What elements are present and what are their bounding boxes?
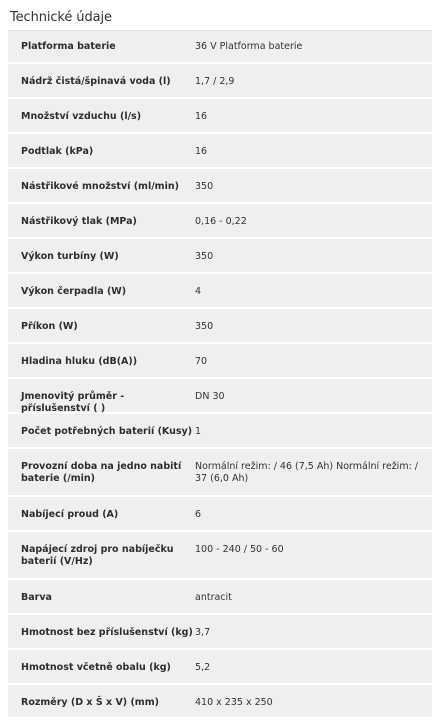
spec-value: 5,2 (195, 662, 211, 673)
spec-label: Rozměry (D x Š x V) (mm) (21, 697, 159, 708)
table-row (8, 309, 432, 344)
spec-label: Barva (21, 592, 52, 603)
spec-label: Nádrž čistá/špinavá voda (l) (21, 76, 171, 87)
spec-label: Hladina hluku (dB(A)) (21, 356, 138, 367)
spec-value: 1,7 / 2,9 (195, 76, 235, 87)
table-row (8, 99, 432, 134)
spec-value: 1 (195, 426, 202, 437)
spec-label: Napájecí zdroj pro nabíječku baterií (V/Hz) (21, 544, 174, 567)
spec-label: Hmotnost včetně obalu (kg) (21, 662, 171, 673)
table-row (8, 344, 432, 379)
table-row (8, 650, 432, 685)
spec-value: 36 V Platforma baterie (195, 41, 303, 52)
spec-label: Provozní doba na jedno nabití baterie (/min) (21, 461, 182, 484)
spec-label: Výkon turbíny (W) (21, 251, 119, 262)
spec-label: Množství vzduchu (l/s) (21, 111, 142, 122)
spec-value: 410 x 235 x 250 (195, 697, 273, 708)
spec-value: 16 (195, 111, 208, 122)
table-row (8, 497, 432, 532)
table-row (8, 615, 432, 650)
spec-value: 3,7 (195, 627, 211, 638)
spec-label: Nabíjecí proud (A) (21, 509, 119, 520)
spec-label: Platforma baterie (21, 41, 116, 52)
spec-value: 6 (195, 509, 202, 520)
spec-label: Příkon (W) (21, 321, 78, 332)
table-row (8, 239, 432, 274)
spec-label: Počet potřebných baterií (Kusy) (21, 426, 193, 437)
section-title: Technické údaje (10, 10, 112, 25)
specs-table (8, 30, 432, 719)
spec-value: 0,16 - 0,22 (195, 216, 247, 227)
table-row (8, 134, 432, 169)
table-row (8, 414, 432, 449)
spec-value: 350 (195, 321, 214, 332)
table-row (8, 379, 432, 414)
spec-value: 350 (195, 181, 214, 192)
table-row (8, 685, 432, 719)
spec-value: antracit (195, 592, 232, 603)
spec-value: 70 (195, 356, 208, 367)
table-row (8, 532, 432, 580)
spec-value: 100 - 240 / 50 - 60 (195, 544, 284, 555)
spec-value: Normální režim: / 46 (7,5 Ah) Normální režim: / 37 (6,0 Ah) (195, 461, 418, 484)
spec-value: 16 (195, 146, 208, 157)
table-row (8, 274, 432, 309)
table-row (8, 31, 432, 64)
table-row (8, 204, 432, 239)
spec-value: DN 30 (195, 391, 225, 402)
spec-value: 350 (195, 251, 214, 262)
table-row (8, 64, 432, 99)
spec-label: Jmenovitý průměr - příslušenství ( ) (21, 391, 125, 414)
table-row (8, 169, 432, 204)
table-row (8, 449, 432, 497)
spec-label: Výkon čerpadla (W) (21, 286, 127, 297)
spec-label: Nástřikový tlak (MPa) (21, 216, 137, 227)
table-row (8, 580, 432, 615)
spec-value: 4 (195, 286, 202, 297)
spec-label: Nástřikové množství (ml/min) (21, 181, 179, 192)
spec-label: Hmotnost bez příslušenství (kg) (21, 627, 193, 638)
spec-label: Podtlak (kPa) (21, 146, 94, 157)
